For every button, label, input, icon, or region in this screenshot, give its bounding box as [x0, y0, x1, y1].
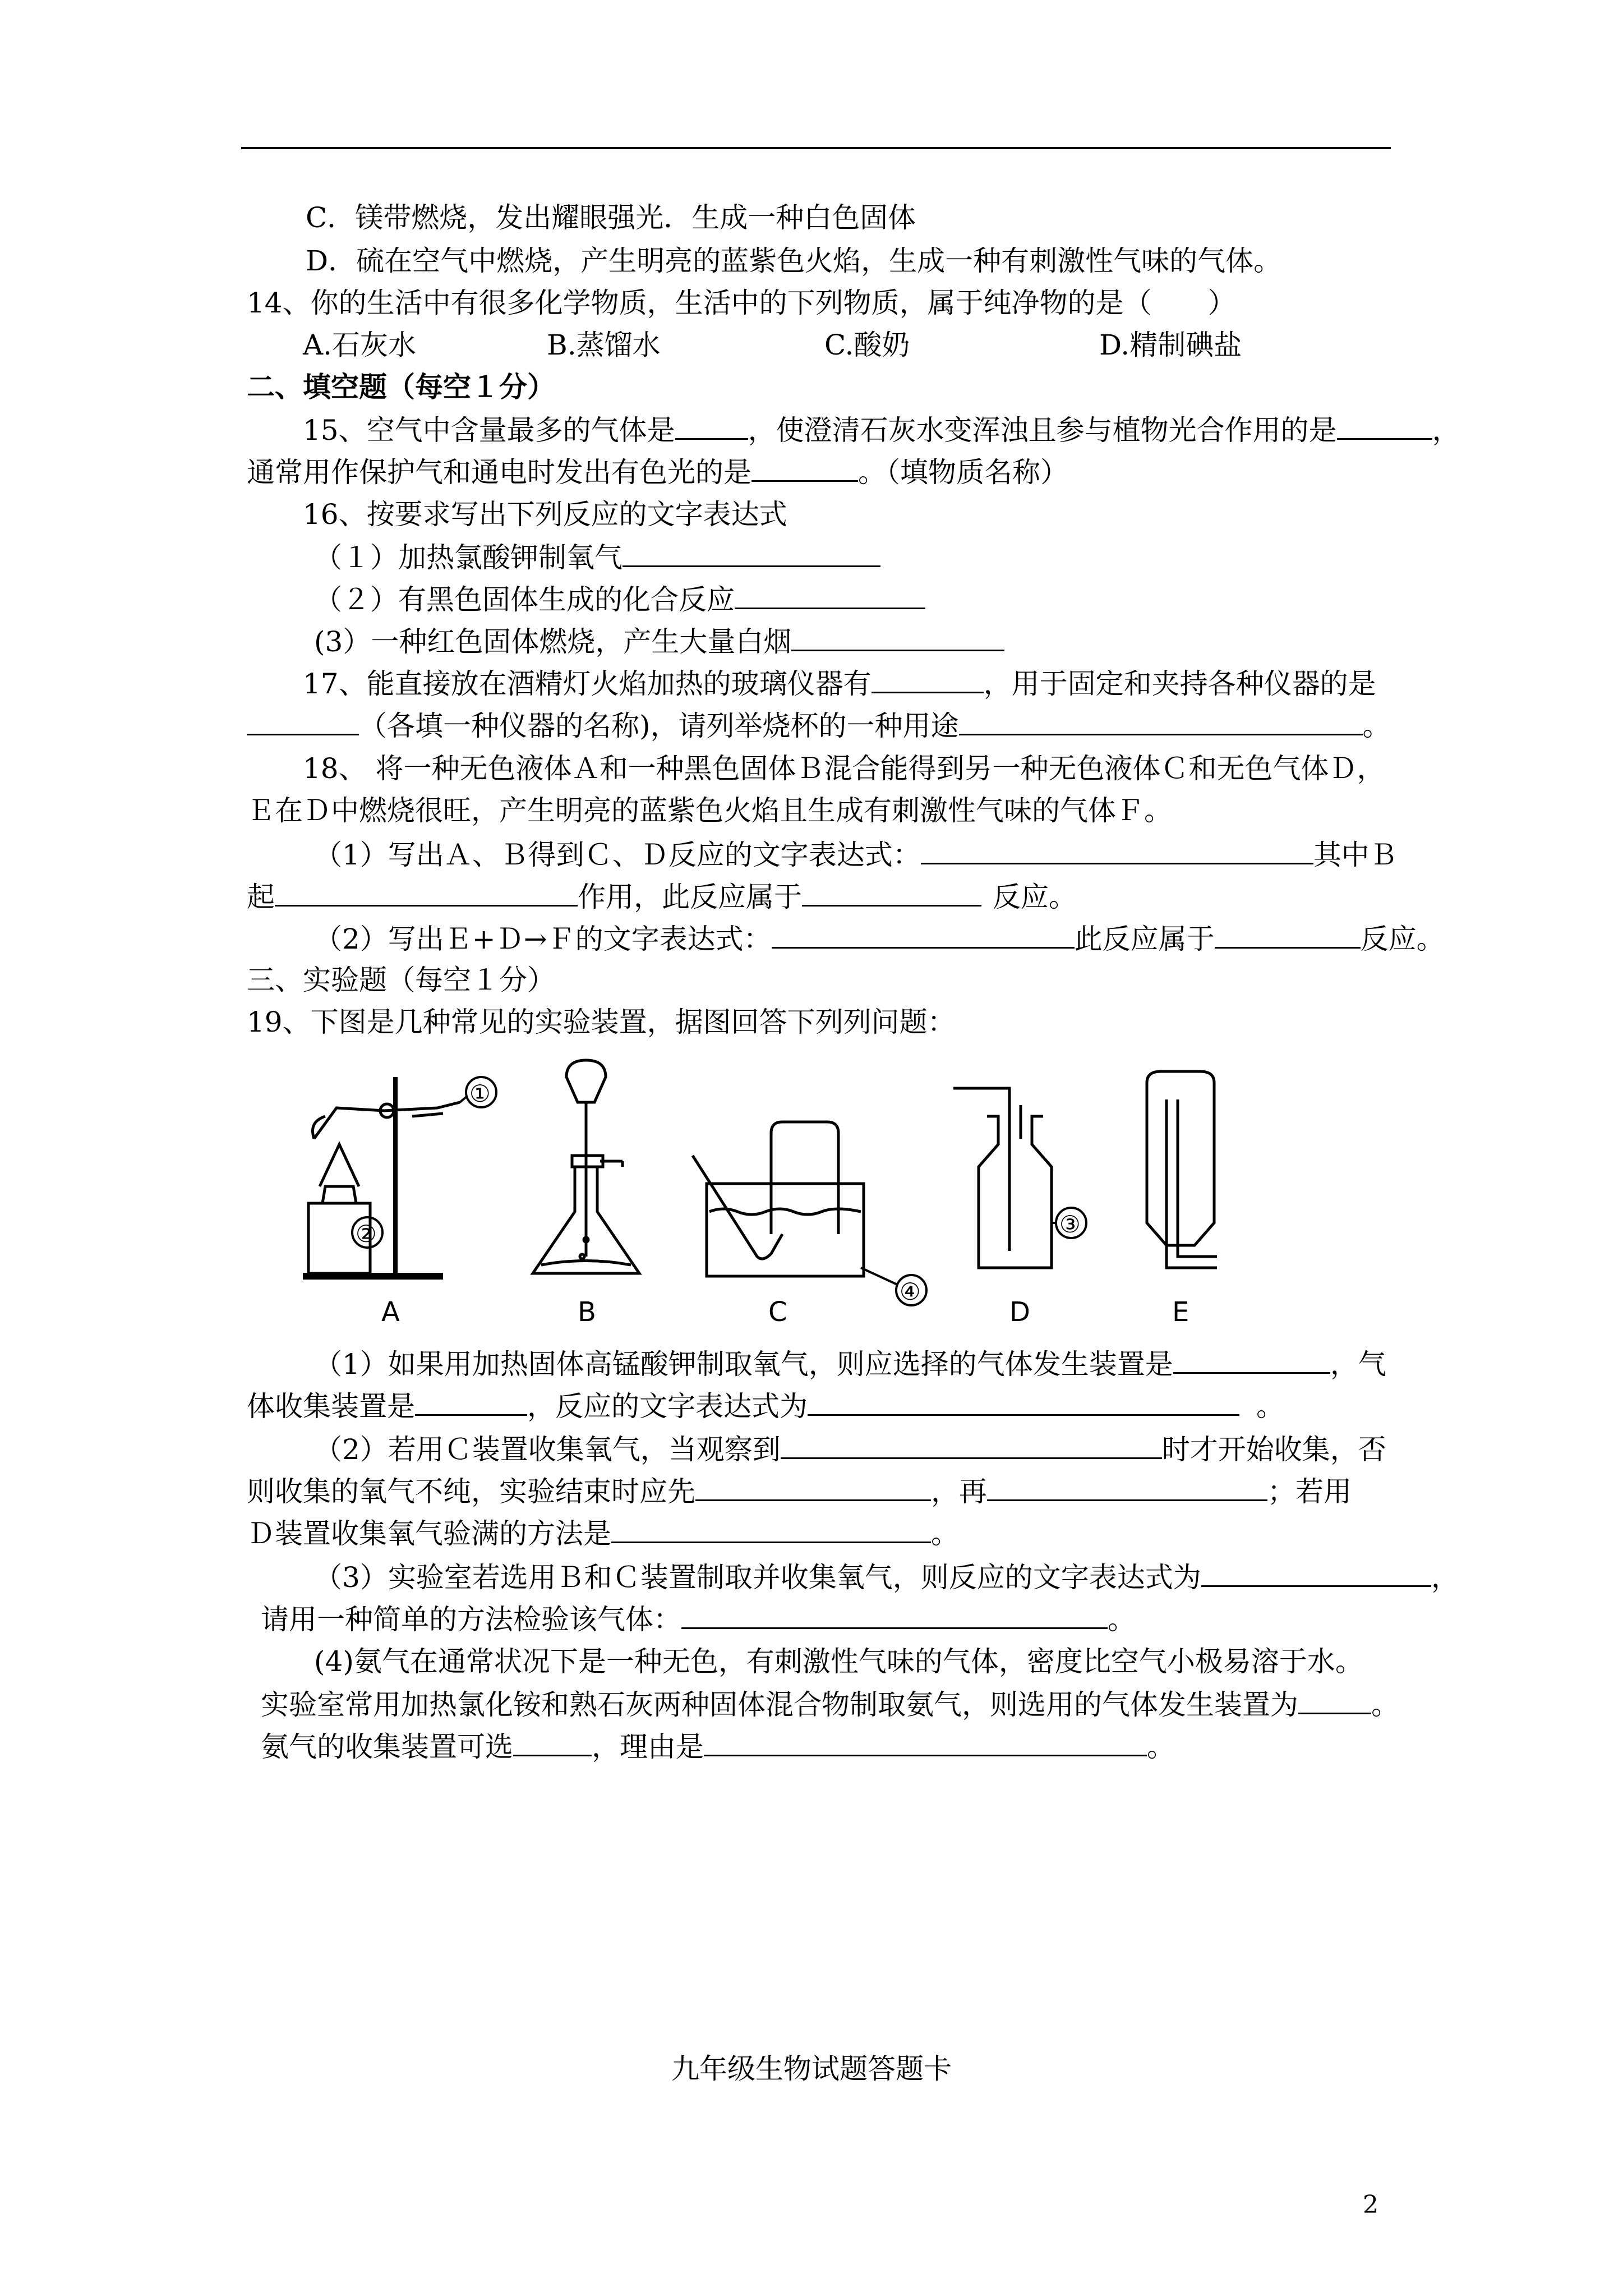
q19-blank-9[interactable]: [681, 1602, 1108, 1629]
q19-text-19: 氨气的收集装置可选: [261, 1731, 513, 1763]
q19-blank-10[interactable]: [1298, 1687, 1371, 1714]
q15-blank-2[interactable]: [1337, 412, 1432, 440]
q19-text-18: 。: [1371, 1688, 1399, 1721]
apparatus-d: [953, 1088, 1086, 1268]
q16-blank-2[interactable]: [735, 582, 925, 609]
q16-stem: 16、按要求写出下列反应的文字表达式: [303, 498, 787, 531]
q19-blank-11[interactable]: [513, 1729, 592, 1756]
q19-sub-4-line-3: [261, 1729, 1175, 1764]
marker-4: ④: [900, 1278, 921, 1305]
q19-blank-8[interactable]: [1201, 1559, 1431, 1587]
q16-sub-3-text: (3）一种红色固体燃烧，产生大量白烟: [314, 625, 792, 658]
q19-text-12: 。: [931, 1517, 959, 1550]
apparatus-b: [533, 1060, 639, 1273]
q19-text-10: ；若用: [1267, 1475, 1352, 1508]
q19-sub-2-line-2: [247, 1474, 1352, 1508]
q19-blank-12[interactable]: [704, 1729, 1147, 1756]
q19-stem: 19、下图是几种常见的实验装置，据图回答下列列问题：: [247, 1006, 956, 1038]
label-b: B: [578, 1296, 596, 1328]
q15-text-5: 。（填物质名称）: [858, 456, 1068, 489]
q19-sub-3-line-2: [261, 1602, 1136, 1636]
q19-blank-1[interactable]: [1173, 1346, 1330, 1374]
apparatus-a: [303, 1077, 496, 1276]
q16-blank-1[interactable]: [623, 540, 880, 567]
q19-sub-1-line-2: [247, 1388, 1284, 1423]
q13-option-c: C．镁带燃烧，发出耀眼强光．生成一种白色固体: [306, 201, 916, 234]
q19-sub-4-line-2: [261, 1687, 1399, 1722]
q19-text-13: （3）实验室若选用Ｂ和Ｃ装置制取并收集氧气，则反应的文字表达式为: [314, 1561, 1201, 1594]
q17-blank-3[interactable]: [959, 708, 1363, 735]
q19-text-4: ，反应的文字表达式为: [527, 1390, 808, 1423]
q15-line-1: [303, 412, 1460, 447]
answer-card-title: 九年级生物试题答题卡: [671, 2053, 952, 2085]
label-a: A: [381, 1296, 400, 1328]
section-2-heading: 二、填空题（每空１分）: [247, 370, 555, 403]
q19-text-21: 。: [1147, 1731, 1175, 1763]
q14-option-d: D.精制碘盐: [1099, 329, 1242, 361]
q17-line-1: [303, 666, 1376, 701]
q19-sub-3-line-1: [314, 1559, 1459, 1594]
q19-text-7: 时才开始收集，否: [1161, 1433, 1386, 1466]
q19-text-14: ，: [1431, 1561, 1459, 1594]
q19-sub-2-line-3: [247, 1516, 959, 1550]
q19-sub-2-line-1: [314, 1432, 1386, 1466]
q18-line-1: 18、 将一种无色液体Ａ和一种黑色固体Ｂ混合能得到另一种无色液体Ｃ和无色气体Ｄ，: [303, 752, 1385, 785]
q19-text-16: 。: [1108, 1603, 1136, 1636]
top-rule: [241, 147, 1391, 149]
q19-text-17: 实验室常用加热氯化铵和熟石灰两种固体混合物制取氨气，则选用的气体发生装置为: [261, 1688, 1298, 1721]
q19-sub-4-line-1: (4)氨气在通常状况下是一种无色，有刺激性气味的气体，密度比空气小极易溶于水。: [314, 1645, 1363, 1678]
q18-text-7: 此反应属于: [1074, 923, 1215, 955]
q19-text-6: （2）若用Ｃ装置收集氧气，当观察到: [314, 1433, 781, 1466]
marker-2: ②: [356, 1220, 377, 1248]
q14-option-b: B.蒸馏水: [547, 329, 661, 361]
q18-text-1: （1）写出Ａ、Ｂ得到Ｃ、Ｄ反应的文字表达式：: [314, 839, 921, 871]
q17-line-2: [247, 708, 1391, 743]
q19-blank-3[interactable]: [808, 1388, 1239, 1416]
q18-text-6: （2）写出Ｅ+Ｄ→Ｆ的文字表达式：: [314, 923, 772, 955]
q15-line-2: [247, 454, 1068, 489]
q18-text-2: 其中Ｂ: [1313, 839, 1398, 871]
q19-text-1: （1）如果用加热固体高锰酸钾制取氧气，则应选择的气体发生装置是: [314, 1348, 1173, 1381]
q17-text-3: （各填一种仪器的名称)，请列举烧杯的一种用途: [359, 710, 959, 742]
q17-blank-1[interactable]: [872, 666, 984, 693]
q18-blank-3[interactable]: [802, 879, 981, 907]
q19-text-3: 体收集装置是: [247, 1390, 415, 1423]
q14-stem: 14、你的生活中有很多化学物质，生活中的下列物质，属于纯净物的是（ ）: [247, 287, 1236, 319]
apparatus-figure: [275, 1055, 1251, 1335]
q19-sub-1-line-1: [314, 1346, 1386, 1381]
q15-text-3: ，: [1432, 414, 1460, 447]
q17-text-2: ，用于固定和夹持各种仪器的是: [983, 668, 1376, 700]
q19-text-8: 则收集的氧气不纯，实验结束时应先: [247, 1475, 695, 1508]
q14-option-c: C.酸奶: [824, 329, 910, 361]
q18-blank-2[interactable]: [275, 879, 578, 907]
q19-blank-2[interactable]: [415, 1388, 527, 1416]
q18-blank-5[interactable]: [1215, 921, 1361, 949]
q18-text-5: 反应。: [993, 881, 1077, 913]
q19-blank-6[interactable]: [987, 1474, 1267, 1501]
q19-text-20: ，理由是: [592, 1731, 704, 1763]
q17-text-4: 。: [1362, 710, 1391, 742]
q18-blank-1[interactable]: [921, 837, 1313, 864]
label-c: C: [768, 1296, 787, 1328]
q18-text-8: 反应。: [1360, 923, 1445, 955]
q13-option-d: D．硫在空气中燃烧，产生明亮的蓝紫色火焰，生成一种有刺激性气味的气体。: [306, 245, 1282, 277]
q16-blank-3[interactable]: [791, 624, 1004, 651]
q18-blank-4[interactable]: [772, 921, 1075, 949]
q16-sub-1: [314, 540, 880, 574]
section-3-heading: 三、实验题（每空１分）: [247, 964, 555, 996]
q15-text-2: ，使澄清石灰水变浑浊且参与植物光合作用的是: [748, 414, 1337, 447]
q19-blank-7[interactable]: [611, 1516, 931, 1543]
q15-blank-3[interactable]: [751, 454, 858, 482]
q15-text-1: 15、空气中含量最多的气体是: [303, 414, 675, 447]
q16-sub-2-text: （２）有黑色固体生成的化合反应: [314, 583, 735, 616]
page-number: 2: [1363, 2191, 1378, 2219]
q19-blank-5[interactable]: [695, 1474, 931, 1501]
q18-text-4: 作用，此反应属于: [578, 881, 802, 913]
label-e: E: [1172, 1296, 1189, 1328]
q15-blank-1[interactable]: [675, 412, 748, 440]
q19-text-9: ，再: [931, 1475, 987, 1508]
q18-sub-1-line-1: [314, 837, 1398, 872]
q19-text-5: 。: [1256, 1390, 1284, 1423]
q19-text-11: Ｄ装置收集氧气验满的方法是: [247, 1517, 611, 1550]
q17-text-1: 17、能直接放在酒精灯火焰加热的玻璃仪器有: [303, 668, 872, 700]
marker-3: ③: [1059, 1211, 1081, 1238]
q16-sub-3: [314, 624, 1004, 659]
apparatus-c: [693, 1122, 926, 1305]
q16-sub-1-text: （１）加热氯酸钾制氧气: [314, 541, 623, 574]
apparatus-e: [1147, 1071, 1217, 1268]
q16-sub-2: [314, 582, 925, 616]
q19-text-2: ，气: [1330, 1348, 1386, 1381]
q18-sub-1-line-2: [247, 879, 1077, 914]
marker-1: ①: [469, 1080, 491, 1107]
label-d: D: [1009, 1296, 1030, 1328]
q18-text-3: 起: [247, 881, 275, 913]
q15-text-4: 通常用作保护气和通电时发出有色光的是: [247, 456, 751, 489]
q18-sub-2: [314, 921, 1445, 956]
q18-line-2: Ｅ在Ｄ中燃烧很旺，产生明亮的蓝紫色火焰且生成有刺激性气味的气体Ｆ。: [247, 794, 1172, 827]
q19-text-15: 请用一种简单的方法检验该气体：: [261, 1603, 681, 1636]
q14-option-a: A.石灰水: [303, 329, 417, 361]
q19-blank-4[interactable]: [781, 1432, 1162, 1459]
q17-blank-2[interactable]: [247, 708, 359, 735]
